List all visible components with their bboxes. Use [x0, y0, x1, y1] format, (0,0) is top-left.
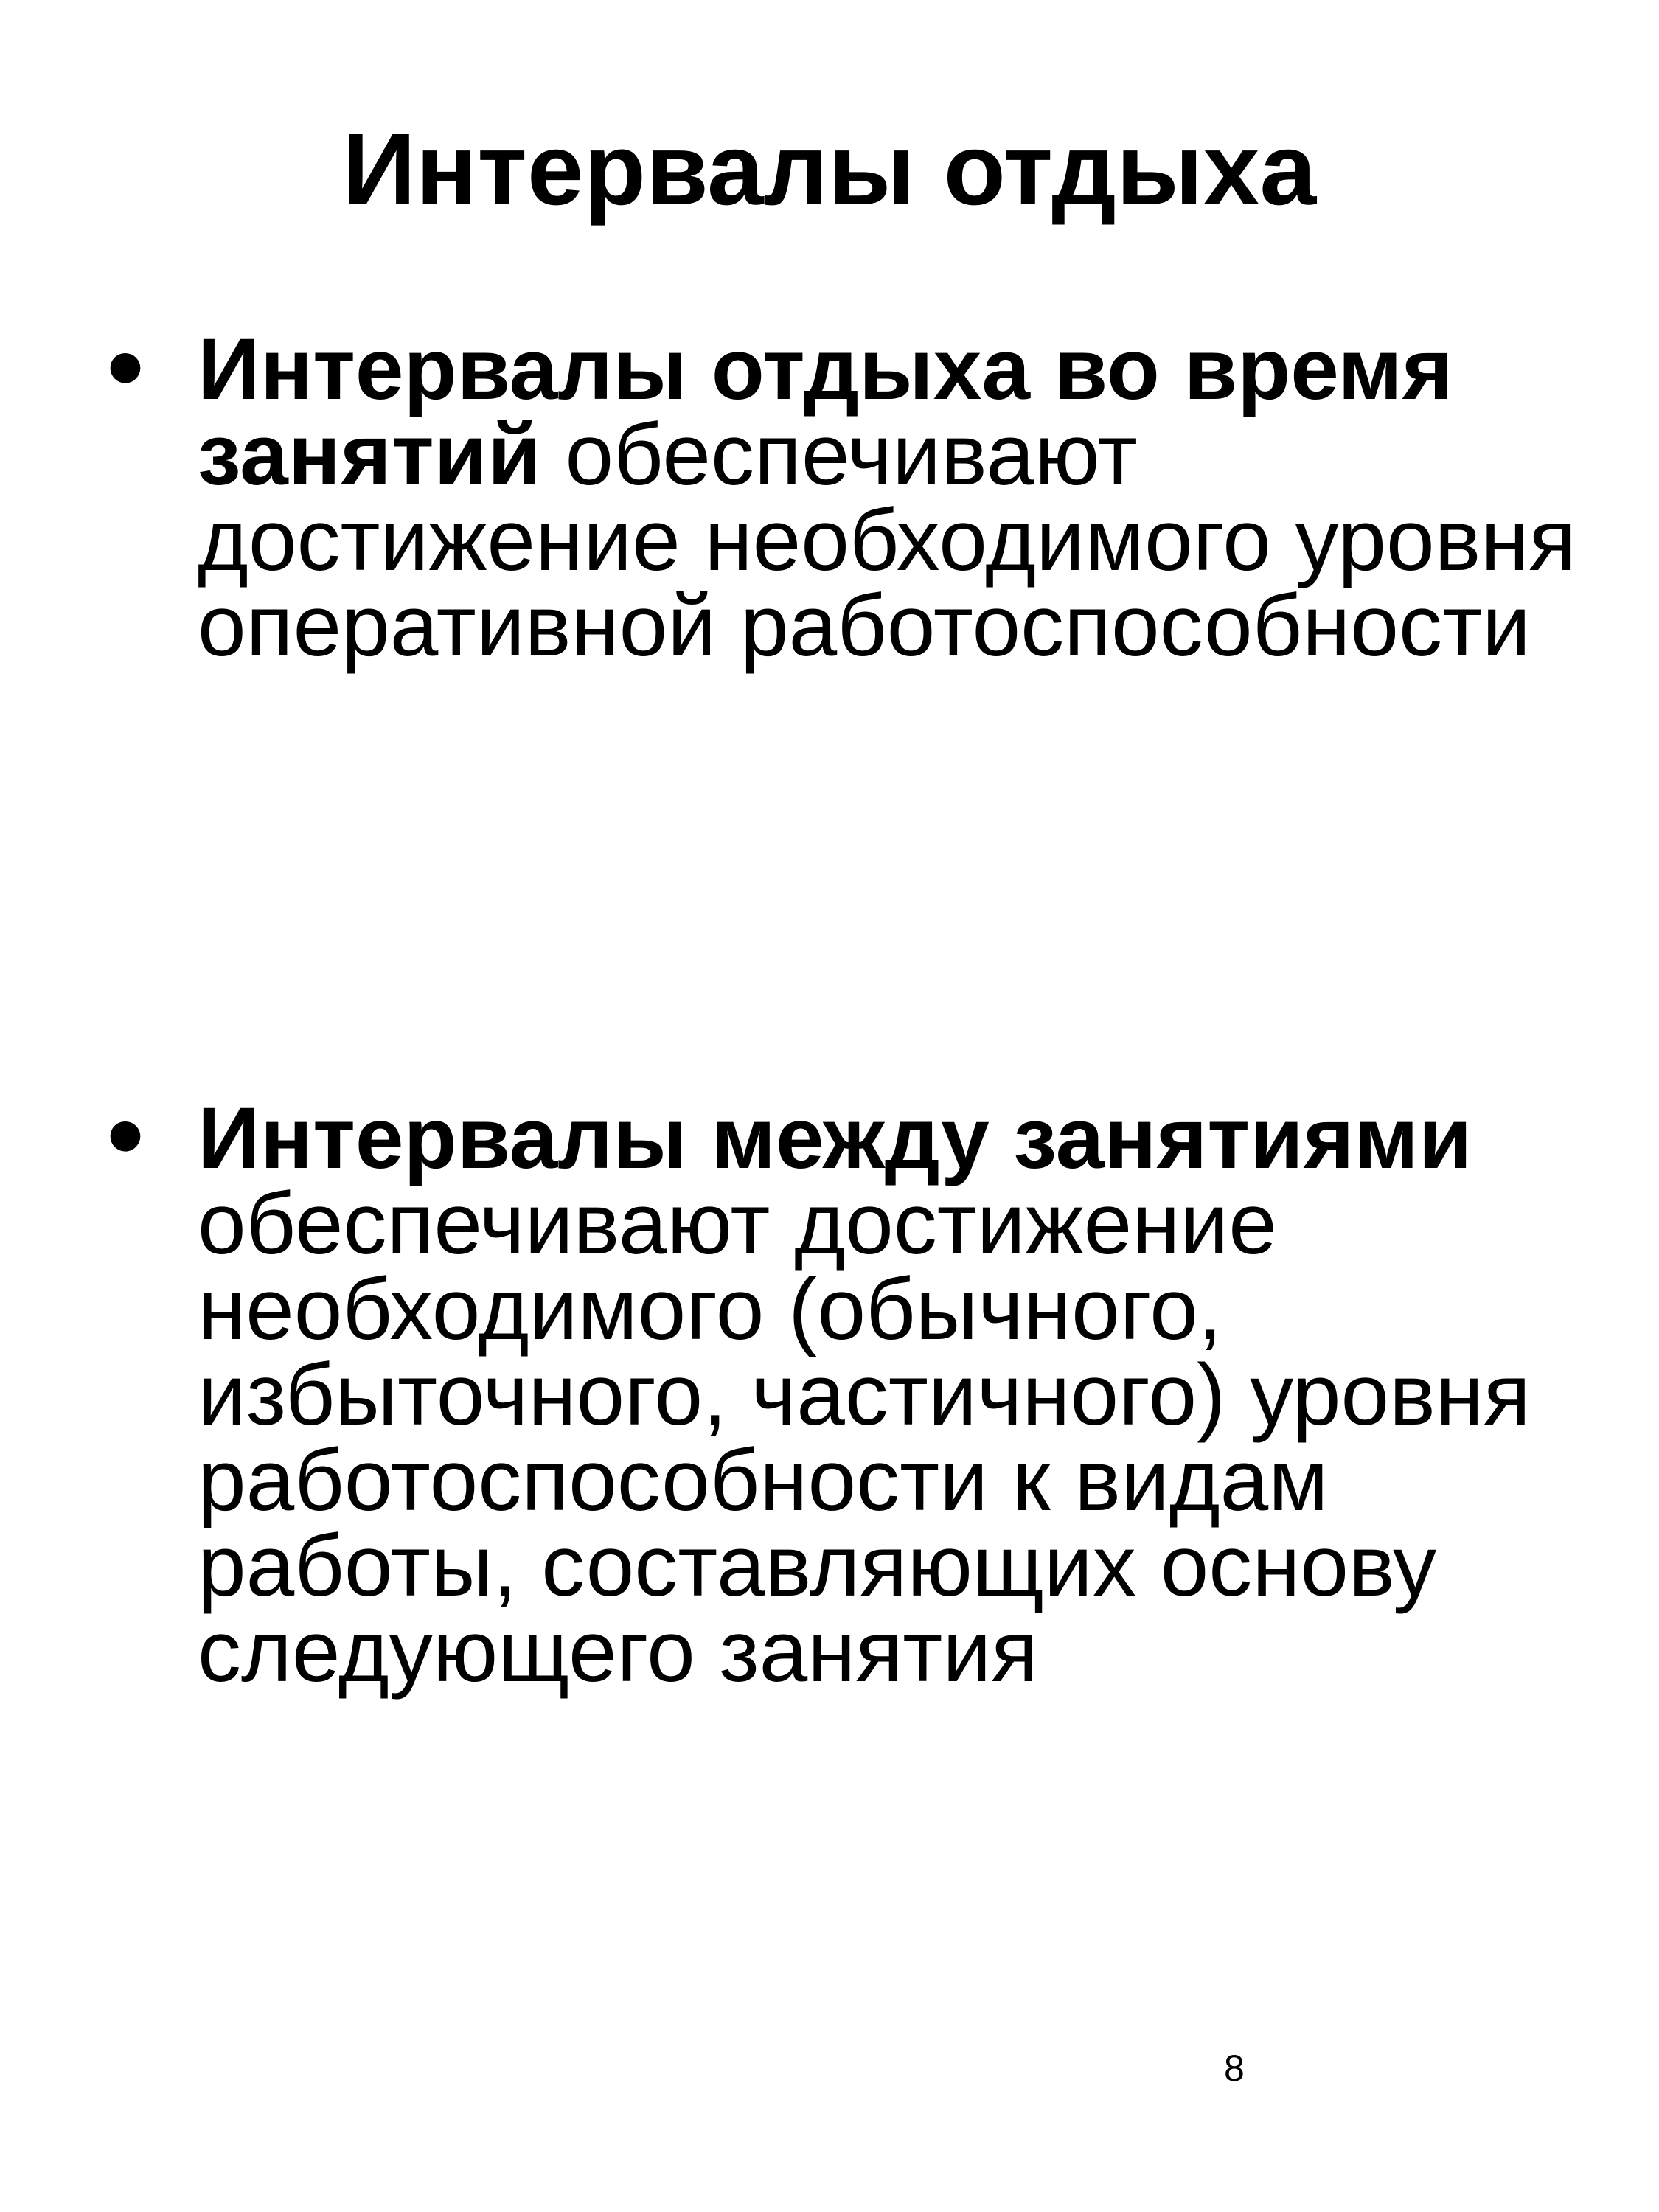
bullet-bold-text: Интервалы отдыха во время занятий [198, 321, 1453, 504]
bullet-item-rest-during-sessions [198, 321, 1584, 675]
bullet-regular-text: обеспечивают достижение необходимого уровня оперативной работоспособности [198, 406, 1576, 675]
bullet-marker: • [105, 1073, 145, 1197]
bullet-bold-text: Интервалы между занятиями [198, 1090, 1472, 1187]
bullet-item-rest-between-sessions [198, 1090, 1584, 1700]
bullet-regular-text: обеспечивают достижение необходимого (обычного, избыточного, частичного) уровня работоспособности к видам работы, составляющих основу следующего занятия [198, 1175, 1531, 1700]
bullet-marker: • [105, 305, 145, 428]
slide-title: Интервалы отдыха [342, 113, 1317, 226]
page-number: 8 [1224, 2048, 1245, 2089]
